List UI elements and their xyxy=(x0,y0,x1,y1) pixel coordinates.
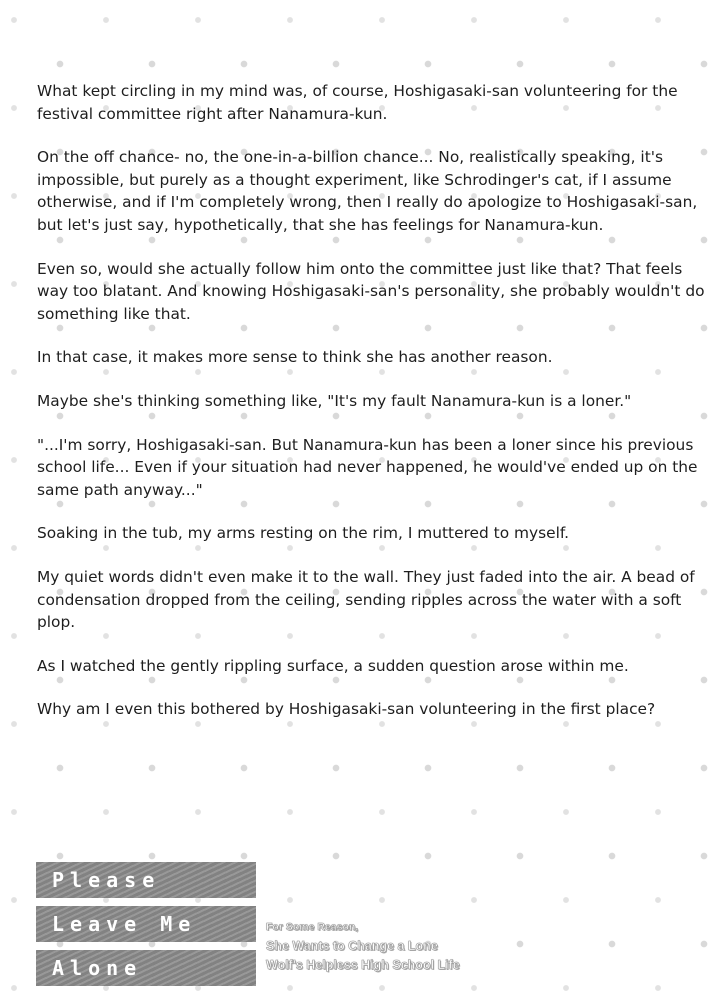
subtitle-line: For Some Reason, xyxy=(266,921,359,933)
paragraph: My quiet words didn't even make it to the wall. They just faded into the air. A bead of condensation dropped from the ceiling, sending ripples across the water with a soft plop. xyxy=(37,567,695,632)
series-subtitle xyxy=(266,918,506,975)
paragraph: Even so, would she actually follow him onto the committee just like that? That feels way too blatant. And knowing Hoshigasaki-san's personality, she probably wouldn't do something like that. xyxy=(37,259,705,323)
series-title-logo xyxy=(36,862,496,992)
paragraph: "...I'm sorry, Hoshigasaki-san. But Nanamura-kun has been a loner since his previous school life... Even if your situation had never happened, he would've ended up on the same path anyway..." xyxy=(37,435,698,499)
paragraph: In that case, it makes more sense to think she has another reason. xyxy=(37,348,553,367)
title-bar-leave-me: Leave Me xyxy=(36,906,256,942)
paragraph: Maybe she's thinking something like, "It's my fault Nanamura-kun is a loner." xyxy=(37,391,632,410)
title-bar-alone: Alone xyxy=(36,950,256,986)
title-bar-please: Please xyxy=(36,862,256,898)
paragraph: What kept circling in my mind was, of course, Hoshigasaki-san volunteering for the festival committee right after Nanamura-kun. xyxy=(37,82,678,123)
paragraph: Why am I even this bothered by Hoshigasaki-san volunteering in the first place? xyxy=(37,700,656,719)
subtitle-line: She Wants to Change a Lone xyxy=(266,939,438,953)
subtitle-line: Wolf's Helpless High School Life xyxy=(266,958,460,972)
paragraph: Soaking in the tub, my arms resting on the rim, I muttered to myself. xyxy=(37,524,570,543)
story-text xyxy=(37,80,705,742)
paragraph: On the off chance- no, the one-in-a-billion chance... No, realistically speaking, it's impossible, but purely as a thought experiment, like Schrodinger's cat, if I assume otherwise, and if I'm completely wrong, then I really do apologize to Hoshigasaki-san, but let's just say, hypothetically, that she has feelings for Nanamura-kun. xyxy=(37,148,698,234)
paragraph: As I watched the gently rippling surface, a sudden question arose within me. xyxy=(37,656,629,675)
